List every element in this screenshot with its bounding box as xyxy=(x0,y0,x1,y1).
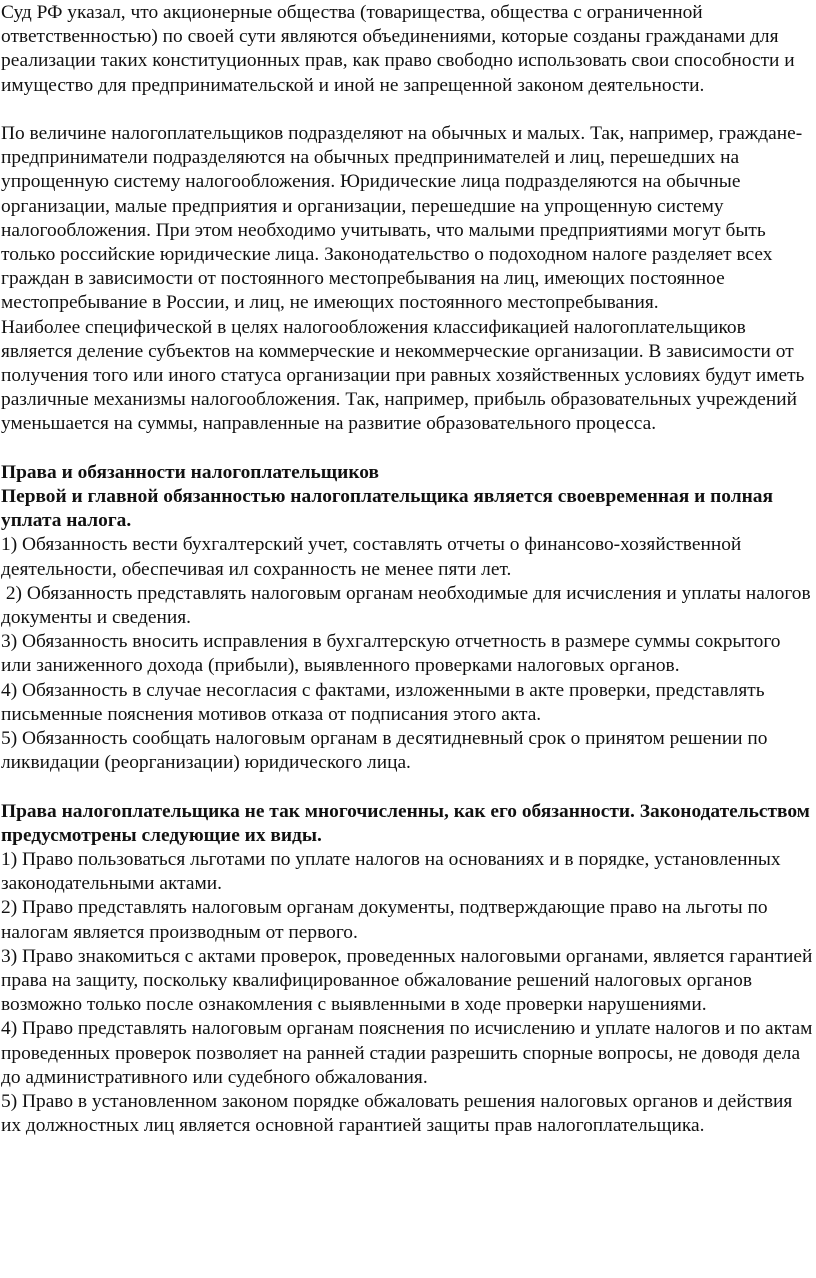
blank-line xyxy=(1,775,814,799)
rights-section-heading: Права налогоплательщика не так многочисленны, как его обязанности. Законодательством предусмотрены следующие их виды. xyxy=(1,800,810,846)
blank-line xyxy=(1,98,814,122)
right-item-3: 3) Право знакомиться с актами проверок, проведенных налоговыми органами, является гарантией права на защиту, поскольку квалифицированное обжалование решений налоговых органов возможно только после ознакомления с выявленными в ходе проверки нарушениями. xyxy=(1,945,813,1016)
duty-item-2: 2) Обязанность представлять налоговым органам необходимые для исчисления и уплаты налогов документы и сведения. xyxy=(1,582,816,629)
duty-item-3: 3) Обязанность вносить исправления в бухгалтерскую отчетность в размере суммы сокрытого или заниженного дохода (прибыли), выявленного проверками налоговых органов. xyxy=(1,631,781,677)
commercial-classification-paragraph: Наиболее специфической в целях налогообложения классификацией налогоплательщиков является деление субъектов на коммерческие и некоммерческие организации. В зависимости от получения того или иного статуса организации при равных хозяйственных условиях будут иметь различные механизмы налогообложения. Так, например, прибыль образовательных учреждений уменьшается на суммы, направленные на развитие образовательного процесса. xyxy=(1,316,805,435)
duties-main-obligation: Первой и главной обязанностью налогоплательщика является своевременная и полная уплата налога. xyxy=(1,486,773,532)
duties-section-heading: Права и обязанности налогоплательщиков xyxy=(1,461,379,483)
duty-item-4: 4) Обязанность в случае несогласия с фактами, изложенными в акте проверки, представлять письменные пояснения мотивов отказа от подписания этого акта. xyxy=(1,679,765,725)
duty-item-5: 5) Обязанность сообщать налоговым органам в десятидневный срок о принятом решении по ликвидации (реорганизации) юридического лица. xyxy=(1,728,768,774)
right-item-5: 5) Право в установленном законом порядке обжаловать решения налоговых органов и действия их должностных лиц является основной гарантией защиты прав налогоплательщика. xyxy=(1,1091,793,1137)
duty-item-1: 1) Обязанность вести бухгалтерский учет, составлять отчеты о финансово-хозяйственной деятельности, обеспечивая ил сохранность не менее пяти лет. xyxy=(1,534,742,580)
taxpayer-size-paragraph: По величине налогоплательщиков подразделяют на обычных и малых. Так, например, граждане-предприниматели подразделяются на обычных предпринимателей и лиц, перешедших на упрощенную систему налогообложения. Юридические лица подразделяются на обычные организации, малые предприятия и организации, перешедшие на упрощенную систему налогообложения. При этом необходимо учитывать, что малыми предприятиями могут быть только российские юридические лица. Законодательство о подоходном налоге разделяет всех граждан в зависимости от постоянного местопребывания на лиц, имеющих постоянное местопребывание в России, и лиц, не имеющих постоянного местопребывания. xyxy=(1,123,803,314)
intro-paragraph: Суд РФ указал, что акционерные общества (товарищества, общества с ограниченной ответственностью) по своей сути являются объединениями, которые созданы гражданами для реализации таких конституционных прав, как право свободно использовать свои способности и имущество для предпринимательской и иной не запрещенной законом деятельности. xyxy=(1,2,795,96)
right-item-2: 2) Право представлять налоговым органам документы, подтверждающие право на льготы по налогам является производным от первого. xyxy=(1,897,768,943)
blank-line xyxy=(1,437,814,461)
right-item-1: 1) Право пользоваться льготами по уплате налогов на основаниях и в порядке, установленных законодательными актами. xyxy=(1,849,781,895)
right-item-4: 4) Право представлять налоговым органам пояснения по исчислению и уплате налогов и по актам проведенных проверок позволяет на ранней стадии разрешить спорные вопросы, не доводя дела до административного или судебного обжалования. xyxy=(1,1018,813,1088)
